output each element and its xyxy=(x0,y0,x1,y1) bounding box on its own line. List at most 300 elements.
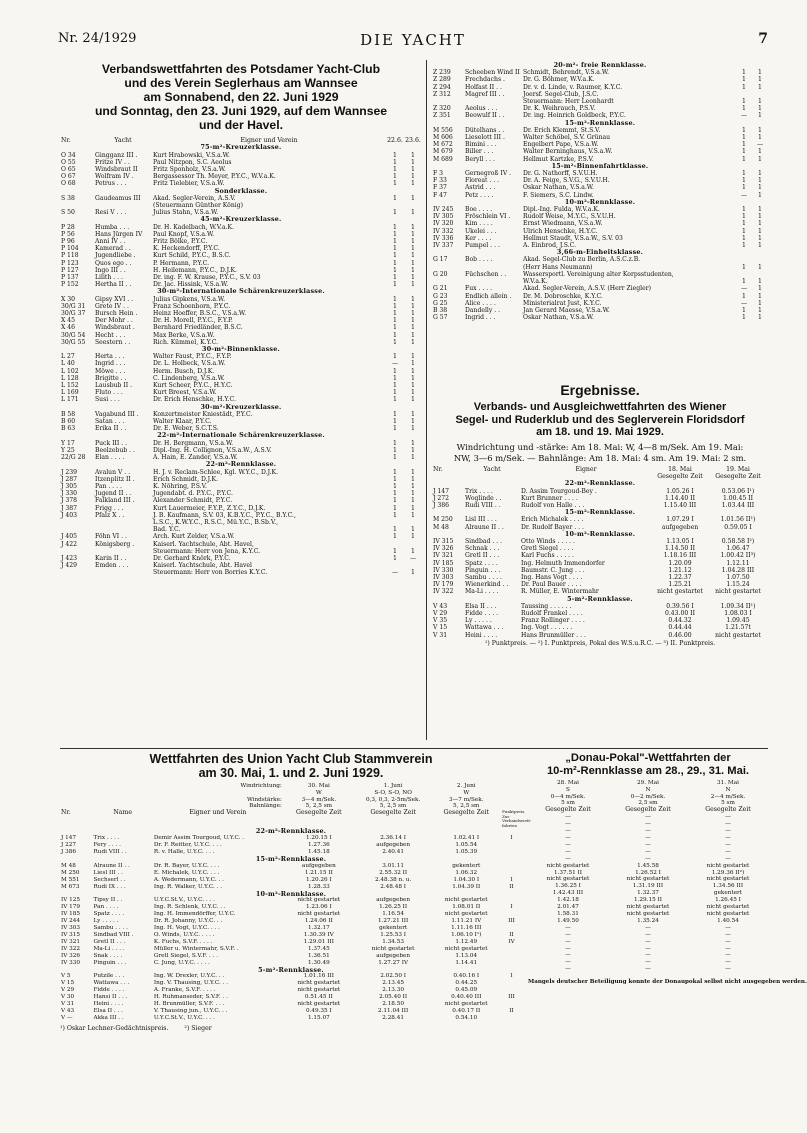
table-cell: Magref III . . xyxy=(465,90,505,98)
table-cell: 1 xyxy=(393,547,397,555)
table-cell: F 47 xyxy=(433,191,447,199)
table-row xyxy=(432,235,768,242)
table-row xyxy=(60,987,522,994)
table-cell: 30/G 31 xyxy=(61,302,86,310)
table-cell: Akad. Segel-Club zu Berlin, A.S.C.z.B. xyxy=(523,256,641,264)
table-cell: Holfast II . . xyxy=(465,83,502,91)
table-cell: IV 244 xyxy=(61,918,81,925)
table-cell: Ing. W. Drexler, U.Y.C. . . xyxy=(153,973,225,980)
table-cell: 2.48.48 I xyxy=(380,883,407,890)
table-cell: Ing. Helmuth Immendorfer xyxy=(521,559,605,567)
table-row xyxy=(528,856,768,863)
table-cell xyxy=(432,98,464,105)
table-cell: 1 xyxy=(411,223,415,231)
table-cell: Liesl III . . xyxy=(93,869,123,876)
table-cell: 1 xyxy=(758,98,762,106)
page-header xyxy=(58,31,768,51)
table-cell: Hansi II . . . xyxy=(93,994,128,1001)
table-cell: 0.59.05 I xyxy=(724,523,752,531)
table-cell: Y 25 xyxy=(61,446,75,454)
table-cell: Dr. R. Bayer, U.Y.C. . . . xyxy=(153,862,220,869)
table-cell: 1 xyxy=(758,263,762,271)
table-cell: M 556 xyxy=(433,126,453,134)
table-cell: Sambu . . . . xyxy=(93,925,128,932)
table-cell: 1 xyxy=(393,446,397,454)
table-row xyxy=(60,932,522,939)
table-cell: 22-m²-Rennklasse. xyxy=(255,827,327,836)
table-row xyxy=(60,231,422,238)
table-cell xyxy=(752,256,768,263)
table-cell: 1 xyxy=(411,230,415,238)
table-cell: Sechserl . . xyxy=(93,876,126,883)
table-cell: 1.42.18 xyxy=(557,897,579,904)
table-cell: 1.26.25 II xyxy=(379,904,408,911)
table-cell: II xyxy=(509,1007,514,1014)
table-cell: A. Wedermann, U.Y.C. . . xyxy=(153,876,224,883)
potsdam-regatta-section xyxy=(60,62,422,738)
table-cell: M 606 xyxy=(433,134,453,142)
table-row xyxy=(60,173,422,180)
class-heading xyxy=(60,432,422,439)
table-row xyxy=(432,632,768,639)
table-cell: 1.03.44 III xyxy=(721,502,755,510)
table-cell: M 48 xyxy=(433,523,449,531)
potsdam-continued-rows xyxy=(432,62,768,321)
table-cell: 3,66-m-Einheitsklasse. xyxy=(556,248,644,257)
table-cell: 1.24.06 II xyxy=(304,918,333,925)
table-cell: P 104 xyxy=(61,245,79,253)
table-cell: P 56 xyxy=(61,230,75,238)
table-cell: Dr. H. Morell, P.Y.C., F.Y.P. xyxy=(153,317,233,325)
table-cell: 1 xyxy=(411,396,415,404)
table-cell: Ing. H. Immendörffer, U.Y.C. xyxy=(153,911,236,918)
table-cell: E. Michalek, U.Y.C. . . . xyxy=(153,869,220,876)
table-cell: 1 xyxy=(393,382,397,390)
table-cell: aufgegeben xyxy=(376,952,411,959)
table-cell: Sambu . . . . xyxy=(465,574,502,582)
table-cell: 1 xyxy=(742,184,746,192)
table-cell xyxy=(501,1015,522,1022)
table-cell: Hellmut Kartzke, P.S.V. xyxy=(523,155,594,163)
table-cell: 1 xyxy=(411,389,415,397)
table-cell: Ing. V. Thausing, U.Y.C. . . xyxy=(153,980,229,987)
table-row xyxy=(60,980,522,987)
table-cell: gekentert xyxy=(379,925,408,932)
table-cell: IV 322 xyxy=(61,945,81,952)
table-row xyxy=(432,98,768,105)
table-cell: 1.05.54 xyxy=(455,842,478,849)
table-cell: P 127 xyxy=(61,266,79,274)
table-cell: Heini . . . . xyxy=(465,631,498,639)
table-cell: 1.31.19 III xyxy=(632,883,664,890)
table-cell: Ingrid . . . xyxy=(465,314,496,322)
table-cell: Y 17 xyxy=(61,439,75,447)
table-cell: Z 239 xyxy=(433,69,451,77)
table-cell: A. Einbrod, J.S.C. xyxy=(523,242,577,250)
table-cell: 1 xyxy=(411,374,415,382)
table-cell: 1 xyxy=(393,194,397,202)
table-cell xyxy=(94,548,152,555)
table-cell: 1 xyxy=(411,338,415,346)
table-cell: 1 xyxy=(393,425,397,433)
table-cell: Dr. G. Nathorff, S.V.U.H. xyxy=(523,170,598,178)
donau-note: Mangels deutscher Beteiligung konnte der Donaupokal selbst nicht ausgegeben werden. xyxy=(528,979,807,986)
table-cell: 1 xyxy=(393,252,397,260)
table-row xyxy=(528,952,768,959)
table-cell: 1 xyxy=(393,504,397,512)
table-cell: 45-m²-Kreuzerklasse. xyxy=(200,215,282,224)
table-cell: Petrus . . . xyxy=(95,180,127,188)
table-cell: J 227 xyxy=(61,842,76,849)
table-cell: G 57 xyxy=(433,314,448,322)
table-cell: IV 320 xyxy=(433,220,454,228)
table-cell: 1.05.26 I xyxy=(666,487,694,495)
table-cell: L.S.C., K.W.Y.C., R.S.C., Mü.Y.C., B.Sb.V., xyxy=(153,518,279,526)
union-yacht-club-section xyxy=(60,752,532,1054)
potsdam-continued-table xyxy=(432,62,768,321)
table-row xyxy=(60,447,422,454)
table-cell: 1.20.15 I xyxy=(305,835,332,842)
table-cell: Susi . . . xyxy=(95,396,120,404)
table-cell: — xyxy=(725,952,731,959)
table-cell: J 330 xyxy=(61,490,78,498)
table-row xyxy=(432,552,768,559)
table-cell: 1 xyxy=(411,569,415,577)
table-cell: Petz . . . . xyxy=(465,191,494,199)
table-cell: 1 xyxy=(411,310,415,318)
table-cell: Z 351 xyxy=(433,112,451,120)
table-cell: nicht gestartet xyxy=(444,1001,488,1008)
table-cell: Dr. Rudolf Bayer . . . xyxy=(521,523,584,531)
table-cell: K. Nöhring, P.S.V. xyxy=(153,482,207,490)
table-cell: F 33 xyxy=(433,177,447,185)
table-cell: 30-m²-Internationale Schärenkreuzerklasse. xyxy=(157,287,325,296)
table-cell: Bad. Y.C. xyxy=(153,526,181,534)
table-cell: Dr. M. Dobroschke, K.Y.C. xyxy=(523,292,603,300)
table-cell xyxy=(94,526,152,533)
table-cell: nicht gestartet xyxy=(715,631,761,639)
table-cell: J 272 xyxy=(433,494,450,502)
table-cell: G 20 xyxy=(433,270,448,278)
table-cell: 1.20.26 I xyxy=(305,876,332,883)
table-cell: 1 xyxy=(411,446,415,454)
table-cell: 75-m²-Kreuzerklasse. xyxy=(200,143,282,152)
potsdam-continued-section xyxy=(432,62,768,378)
table-cell: 1 xyxy=(393,317,397,325)
table-row xyxy=(432,91,768,98)
table-cell: J 403 xyxy=(61,511,78,519)
table-cell: — xyxy=(391,569,399,577)
table-cell: 1 xyxy=(411,360,415,368)
table-cell: Akad. Segler-Verein, A.S.V. (Herr Ziegler) xyxy=(523,285,652,293)
table-cell: 1.04.30 I xyxy=(453,876,480,883)
table-row xyxy=(432,105,768,112)
table-cell: Bergassessor Th. Meyer, P.Y.C., W.V.a.K. xyxy=(153,173,276,181)
section-divider xyxy=(60,748,768,749)
table-cell: C. Jung, U.Y.C. . . . . xyxy=(153,959,210,966)
table-row xyxy=(60,353,422,360)
class-heading xyxy=(60,461,422,468)
table-cell: aufgegeben xyxy=(376,842,411,849)
table-cell: V. Thausing jun., U.Y.C. . . xyxy=(153,1007,228,1014)
table-cell: 1 xyxy=(393,302,397,310)
table-cell: 1.29.01 III xyxy=(303,938,334,945)
table-cell: Bob . . . . xyxy=(465,256,493,264)
table-cell: Lieselott III . xyxy=(465,134,505,142)
table-cell: K. Heckendorff, P.Y.C. xyxy=(153,245,220,253)
table-cell: Fritze IV . . xyxy=(95,158,130,166)
table-row xyxy=(60,562,422,569)
table-cell: F 3 xyxy=(433,170,444,178)
table-row xyxy=(432,495,768,502)
table-cell: 1.34.53 xyxy=(382,938,404,945)
table-cell xyxy=(501,980,522,987)
table-cell: Walter Faust, P.Y.C., F.Y.P. xyxy=(153,353,232,361)
table-cell: IV 315 xyxy=(61,931,81,938)
table-cell: Pinguin . . . xyxy=(465,566,501,574)
table-row xyxy=(60,911,522,918)
table-cell xyxy=(386,202,404,209)
table-row xyxy=(432,560,768,567)
table-cell: Karin II . . xyxy=(95,554,127,562)
table-cell: IV 303 xyxy=(61,925,81,932)
table-cell: P 137 xyxy=(61,274,79,282)
table-row xyxy=(432,76,768,83)
table-cell: Ing. Hans Vogt . . . . xyxy=(521,574,583,582)
table-cell: Paul Knopf, V.S.a.W. xyxy=(153,230,215,238)
table-cell xyxy=(501,960,522,967)
table-row xyxy=(60,317,422,324)
table-cell: 1 xyxy=(393,374,397,382)
table-cell: 1.16.54 xyxy=(382,911,404,918)
table-cell: 1.01.56 II¹) xyxy=(720,516,756,524)
table-cell: X 30 xyxy=(61,295,76,303)
table-cell: IV 185 xyxy=(433,559,454,567)
table-cell: 1.28.33 xyxy=(307,883,330,890)
potsdam-results-table xyxy=(60,137,422,576)
table-cell: 1 xyxy=(393,497,397,505)
table-cell: Konzertmeister Kniestädt, P.Y.C. xyxy=(153,410,253,418)
table-subheader: Gesegelte Zeit Gesegelte Zeit xyxy=(657,473,761,481)
table-cell: Z 289 xyxy=(433,76,451,84)
table-row xyxy=(432,314,768,321)
table-row xyxy=(432,213,768,220)
table-cell: B 63 xyxy=(61,425,76,433)
table-row xyxy=(60,360,422,367)
table-cell: Wattawa . . . xyxy=(93,980,130,987)
table-cell: 1 xyxy=(411,353,415,361)
table-cell: J. B. Kaufmann, S.V. 03, K.B.Y.C., P.Y.C., B.Y.C., xyxy=(153,511,296,519)
table-row xyxy=(60,296,422,303)
table-row xyxy=(528,863,768,870)
table-cell: 0.58.58 I²) xyxy=(721,538,755,546)
table-cell: 2.13.30 xyxy=(382,987,404,994)
table-cell: 1 xyxy=(393,245,397,253)
table-cell: Dr. L. Holbeck, V.S.a.W. xyxy=(153,360,226,368)
table-cell: Windsbraut II xyxy=(95,165,138,173)
table-cell: — xyxy=(565,966,571,973)
table-cell: 1 xyxy=(411,331,415,339)
table-cell: — xyxy=(645,848,651,855)
table-cell: IV 185 xyxy=(61,911,81,918)
table-row xyxy=(432,184,768,191)
table-cell: — xyxy=(725,814,731,821)
table-cell: nicht gestartet xyxy=(706,904,750,911)
table-cell: V 30 xyxy=(61,994,75,1001)
table-cell: 1.02.41 I xyxy=(453,835,480,842)
table-cell: Kurt Breest, V.S.a.W. xyxy=(153,389,217,397)
table-cell: — xyxy=(565,931,571,938)
table-row xyxy=(60,973,522,980)
table-cell: Ma-Li . . . . xyxy=(93,945,125,952)
table-cell: — xyxy=(565,821,571,828)
table-cell: Wattawa . . . xyxy=(465,624,504,632)
table-cell: — xyxy=(645,841,651,848)
table-cell: nicht gestartet xyxy=(626,904,670,911)
table-row xyxy=(60,548,422,555)
table-cell xyxy=(386,519,404,526)
table-cell: V 43 xyxy=(61,1007,75,1014)
table-cell: V 15 xyxy=(433,624,448,632)
potsdam-rows xyxy=(60,144,422,576)
table-cell: K. Fuchs, S.V.F. . . . . xyxy=(153,938,213,945)
table-row xyxy=(528,966,768,973)
table-cell: Ing. H. Vogt, U.Y.C. . . . xyxy=(153,925,220,932)
table-row xyxy=(60,994,522,1001)
table-cell: Dr. Paul Bauer . . . . xyxy=(521,581,582,589)
donau-pokal-section xyxy=(528,752,807,1054)
table-row xyxy=(60,835,522,842)
table-cell: 2.28.41 xyxy=(382,1014,404,1021)
table-cell: aufgegeben xyxy=(301,862,336,869)
table-cell: Ly . . . . . xyxy=(465,617,492,625)
table-row xyxy=(432,581,768,588)
table-cell: 2.18.50 xyxy=(382,1001,404,1008)
table-row xyxy=(432,624,768,631)
table-row xyxy=(432,264,768,271)
table-cell: Windsbraut . xyxy=(95,324,135,332)
table-cell: 1 xyxy=(758,234,762,242)
table-cell: IV 245 xyxy=(433,206,454,214)
table-cell xyxy=(60,548,94,555)
table-cell xyxy=(501,953,522,960)
results-heading: Ergebnisse. xyxy=(560,382,640,398)
table-cell: Heini . . . . xyxy=(93,1001,124,1008)
table-cell: 1.25.21 xyxy=(668,581,692,589)
table-row xyxy=(432,127,768,134)
table-cell: III xyxy=(508,994,515,1001)
table-cell: Schnak . . . xyxy=(465,545,500,553)
table-cell: J 386 xyxy=(433,502,450,510)
table-cell: L 128 xyxy=(61,374,79,382)
table-cell: 15-m²-Rennklasse. xyxy=(564,508,636,517)
table-cell: 1 xyxy=(393,526,397,534)
table-cell: 1 xyxy=(411,324,415,332)
class-heading xyxy=(60,967,522,974)
class-heading xyxy=(432,596,768,603)
table-cell: P. Hermann, P.Y.C. xyxy=(153,259,210,267)
table-cell: V 31 xyxy=(61,1001,75,1008)
table-cell: 0.43.00 II xyxy=(664,610,695,618)
table-row xyxy=(60,469,422,476)
class-heading xyxy=(432,509,768,516)
table-cell: Elan . . . . xyxy=(95,454,125,462)
table-cell: Spatz . . . . xyxy=(93,911,125,918)
class-heading xyxy=(432,480,768,487)
table-cell: 15-m²-Rennklasse. xyxy=(255,855,327,863)
table-cell: Floreat . . . xyxy=(465,177,500,185)
table-cell: W.V.a.K. xyxy=(523,278,548,286)
table-cell: 1 xyxy=(758,83,762,91)
table-cell: 1 xyxy=(758,299,762,307)
table-header: Nr. Yacht Eigner 18. Mai 19. Mai xyxy=(433,466,750,474)
table-cell: — xyxy=(725,855,731,862)
table-row xyxy=(60,863,522,870)
table-cell: 1 xyxy=(393,151,397,159)
table-cell xyxy=(501,870,522,877)
table-row xyxy=(60,946,522,953)
table-cell: Scheeben Wind II xyxy=(465,69,520,77)
table-cell: 1.32.17 xyxy=(307,925,330,932)
table-cell: Ministerialrat Just, K.Y.C. xyxy=(523,299,602,307)
table-cell: 1 xyxy=(393,468,397,476)
table-row xyxy=(60,375,422,382)
table-cell: Paul Nitzpon, S.C. Aeolus xyxy=(153,158,232,166)
table-cell: IV 330 xyxy=(61,959,81,966)
table-cell: IV 179 xyxy=(433,581,454,589)
table-cell: Ker . . . . xyxy=(465,234,492,242)
table-cell: X 45 xyxy=(61,317,76,325)
table-row xyxy=(432,278,768,285)
table-cell: 2.05.40 II xyxy=(379,994,408,1001)
table-row xyxy=(60,490,422,497)
table-cell xyxy=(736,91,752,98)
table-cell: I xyxy=(510,904,513,911)
table-cell: — xyxy=(725,848,731,855)
table-cell: nicht gestartet xyxy=(297,897,341,904)
table-cell: 1.34.56 III xyxy=(712,883,744,890)
table-cell: — xyxy=(740,299,748,307)
table-cell: Pfalz X . . xyxy=(95,511,125,519)
table-cell: M 250 xyxy=(61,869,80,876)
table-cell: Jugendliebe . xyxy=(95,252,136,260)
table-cell: 1 xyxy=(758,112,762,120)
table-cell: Dr. K. Weihrauch, P.S.V. xyxy=(523,105,596,113)
table-cell: 30/G 54 xyxy=(61,331,86,339)
table-row xyxy=(60,303,422,310)
table-row xyxy=(60,440,422,447)
table-cell: 1 xyxy=(742,234,746,242)
table-cell: Kurt Scheer, P.Y.C., H.Y.C. xyxy=(153,382,233,390)
table-cell: Ing. R. Schlenk, U.Y.C. . . xyxy=(153,904,226,911)
table-cell: M 679 xyxy=(433,148,453,156)
class-heading xyxy=(60,216,422,223)
table-cell: V 5 xyxy=(61,973,71,980)
table-cell: Fery . . . . xyxy=(93,842,121,849)
table-cell: Fritz Tielebier, V.S.a.W. xyxy=(153,180,225,188)
table-cell: J 387 xyxy=(61,504,78,512)
table-cell: 1.22.37 xyxy=(668,574,692,582)
table-cell: Füchschen . . xyxy=(465,270,507,278)
page-number: 7 xyxy=(758,31,768,47)
table-cell xyxy=(736,256,752,263)
table-row xyxy=(528,828,768,835)
uyc-results-table xyxy=(60,782,532,1022)
table-row xyxy=(60,512,422,519)
class-heading xyxy=(60,346,422,353)
table-row xyxy=(60,152,422,159)
table-cell: Astrid . . . xyxy=(465,184,496,192)
